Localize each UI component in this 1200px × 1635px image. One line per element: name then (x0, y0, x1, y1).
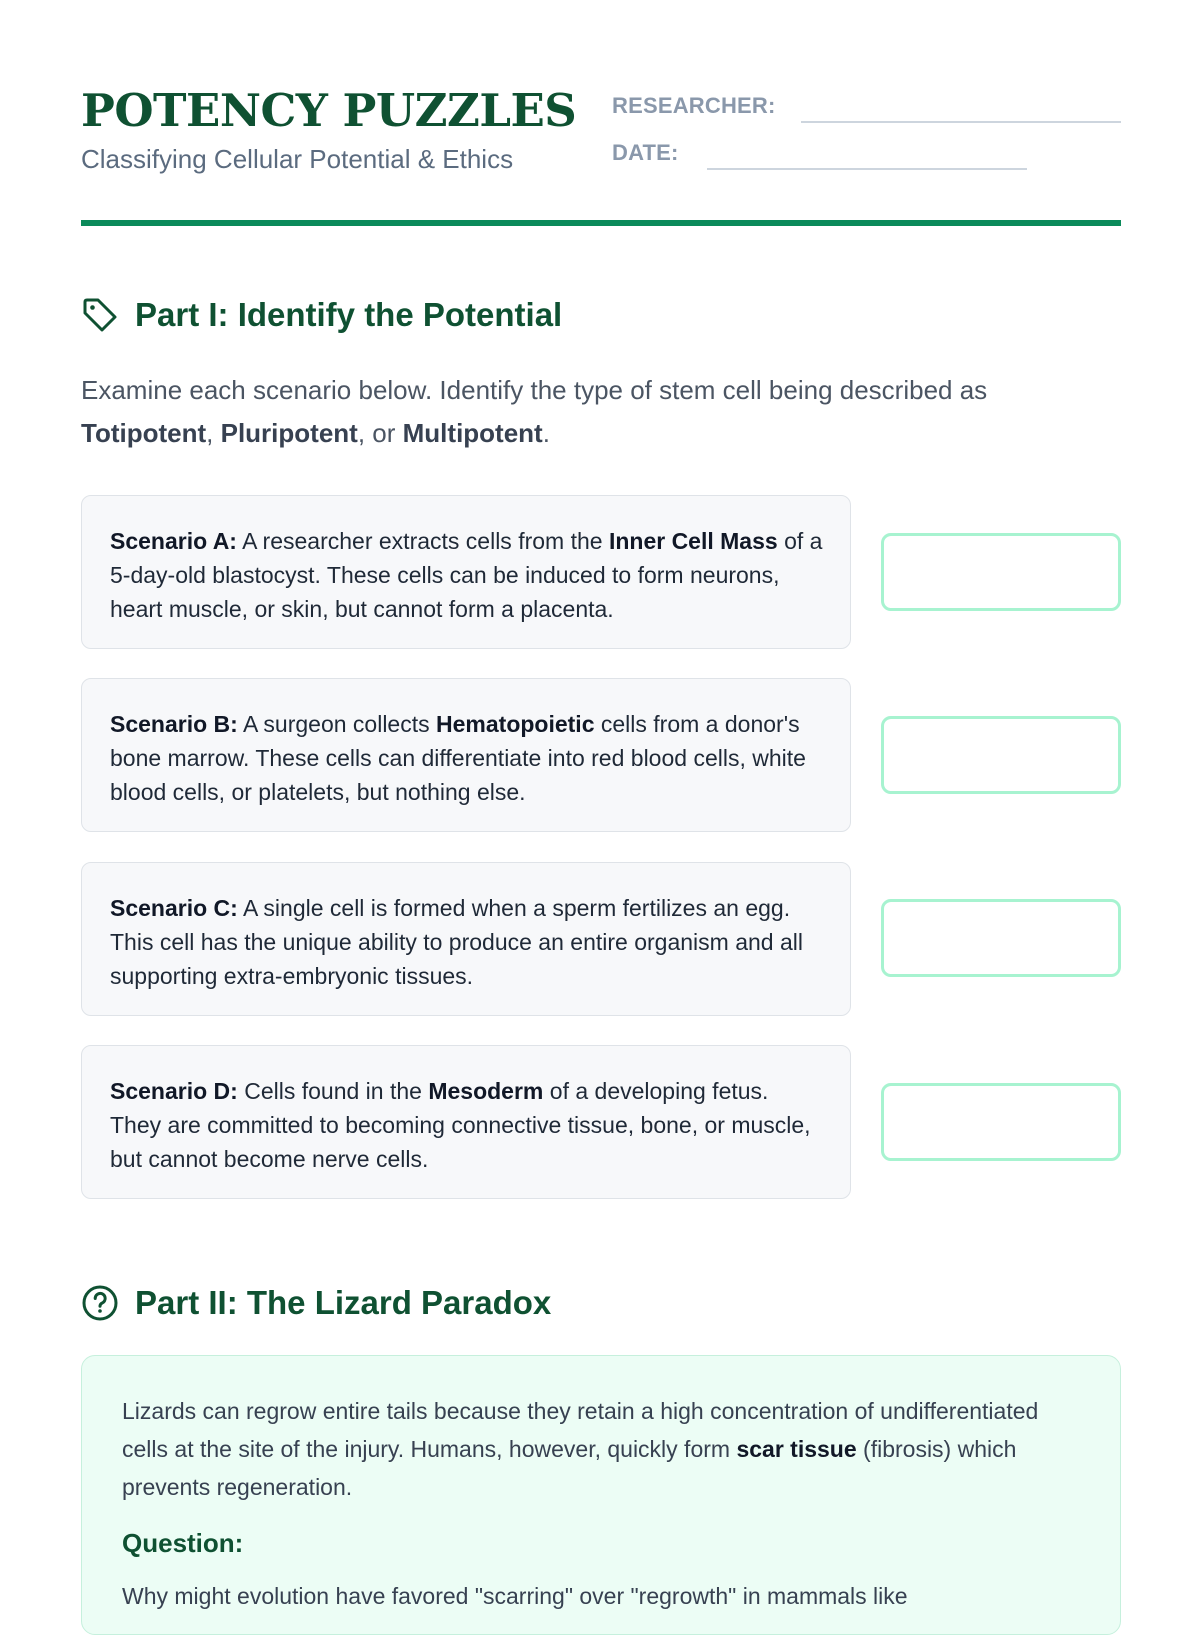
answer-box-b[interactable] (881, 716, 1121, 794)
researcher-field[interactable] (801, 121, 1121, 123)
tag-icon (81, 296, 119, 334)
scenario-label: Scenario C: (110, 895, 238, 921)
scenario-card-a: Scenario A: A researcher extracts cells from the Inner Cell Mass of a 5-day-old blastocyst. These cells can be induced to form neurons, heart muscle, or skin, but cannot form a placenta. (81, 495, 851, 649)
part1-title: Part I: Identify the Potential (135, 296, 563, 333)
page-title: POTENCY PUZZLES (81, 84, 577, 137)
option-multipotent: Multipotent (402, 418, 543, 448)
lizard-paradox-text: Lizards can regrow entire tails because they retain a high concentration of undifferentiated cells at the site of the injury. Humans, however, quickly form scar tissue (fibrosis) which prevents regeneration. (122, 1398, 1039, 1500)
answer-box-a[interactable] (881, 533, 1121, 611)
answer-box-c[interactable] (881, 899, 1121, 977)
scenario-label: Scenario D: (110, 1078, 238, 1104)
lizard-paradox-panel (81, 1355, 1121, 1635)
part2-heading (81, 1284, 551, 1322)
question-circle-icon (81, 1284, 119, 1322)
date-field[interactable] (707, 168, 1027, 170)
scenario-label: Scenario B: (110, 711, 238, 737)
scenario-label: Scenario A: (110, 528, 237, 554)
option-pluripotent: Pluripotent (220, 418, 358, 448)
question-text: Why might evolution have favored "scarring" over "regrowth" in mammals like (122, 1583, 908, 1609)
scenario-card-d: Scenario D: Cells found in the Mesoderm of a developing fetus. They are committed to becoming connective tissue, bone, or muscle, but cannot become nerve cells. (81, 1045, 851, 1199)
header-divider (81, 220, 1121, 226)
part1-instructions: Examine each scenario below. Identify the type of stem cell being described as Totipotent, Pluripotent, or Multipotent. (81, 375, 988, 448)
part1-heading (81, 296, 562, 334)
part2-title: Part II: The Lizard Paradox (135, 1284, 552, 1321)
scenario-card-b: Scenario B: A surgeon collects Hematopoietic cells from a donor's bone marrow. These cells can differentiate into red blood cells, white blood cells, or platelets, but nothing else. (81, 678, 851, 832)
worksheet-header (81, 80, 1121, 226)
option-totipotent: Totipotent (81, 418, 207, 448)
question-label: Question: (122, 1528, 244, 1558)
answer-box-d[interactable] (881, 1083, 1121, 1161)
date-label: DATE: (612, 140, 679, 165)
scenario-card-c: Scenario C: A single cell is formed when a sperm fertilizes an egg. This cell has the unique ability to produce an entire organism and all supporting extra-embryonic tissues. (81, 862, 851, 1016)
researcher-label: RESEARCHER: (612, 93, 776, 118)
page-subtitle: Classifying Cellular Potential & Ethics (81, 144, 514, 174)
